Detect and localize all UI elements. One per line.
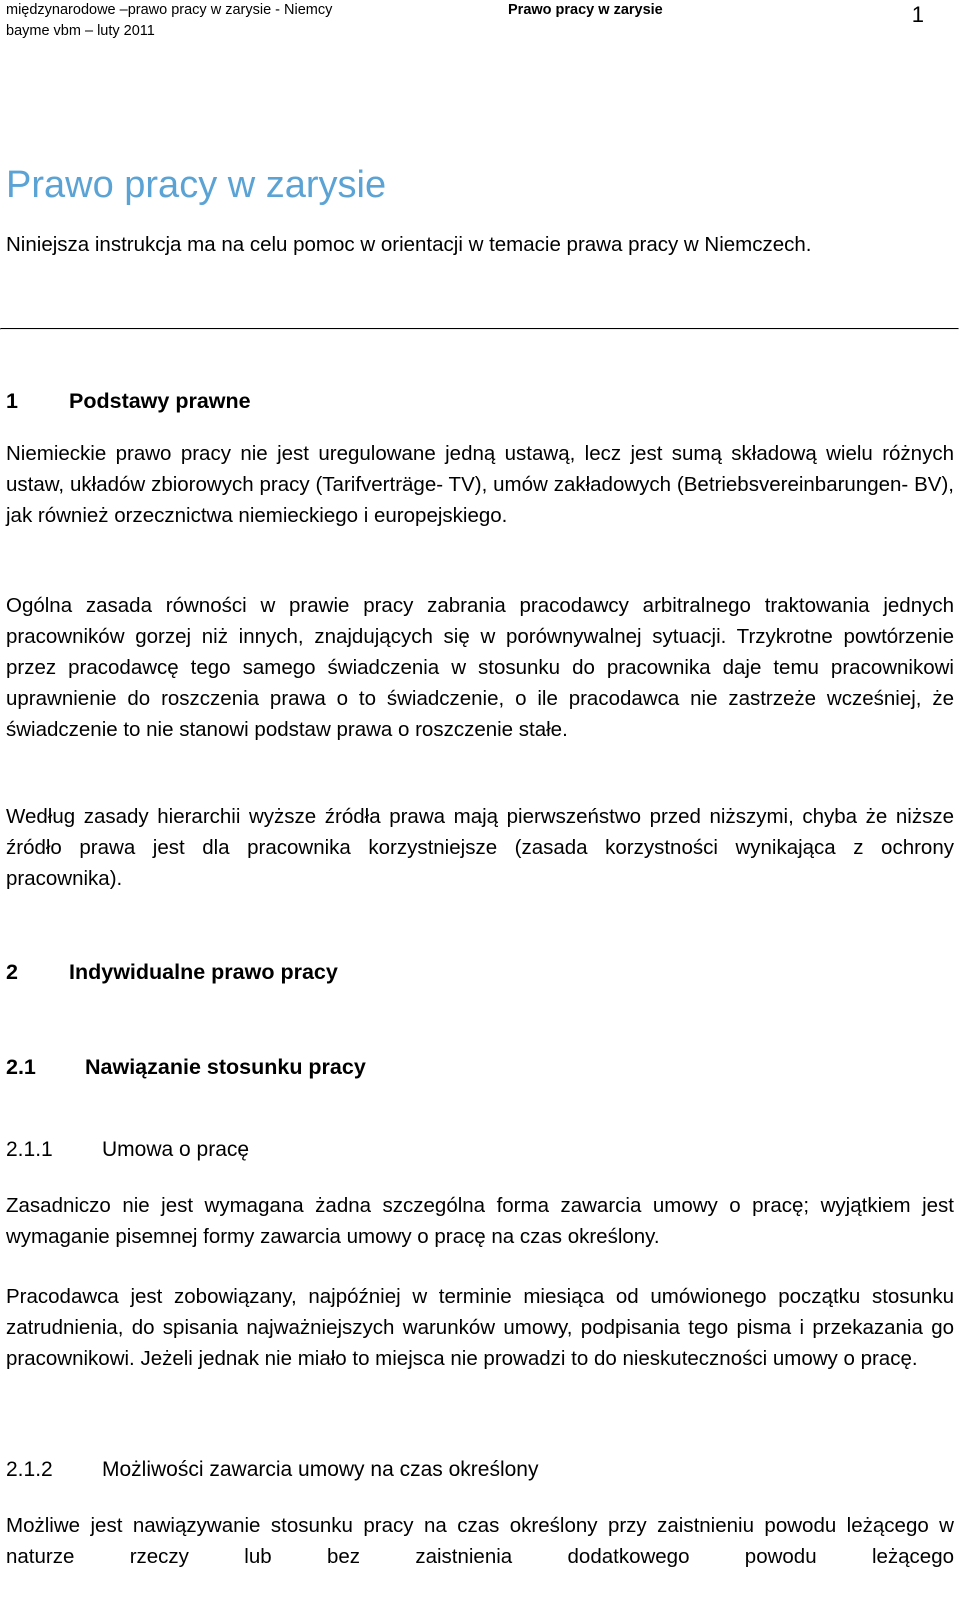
paragraph-2-1-1-1: Zasadniczo nie jest wymagana żadna szczególna forma zawarcia umowy o pracę; wyjątkiem jest wymaganie pisemnej formy zawarcia umowy o pracę na czas określony. [6, 1194, 954, 1248]
subsection-heading-2-1 [6, 1052, 366, 1083]
section-number: 2.1.2 [6, 1458, 53, 1481]
section-title: Umowa o pracę [102, 1138, 250, 1161]
paragraph-1-2: Ogólna zasada równości w prawie pracy zabrania pracodawcy arbitralnego traktowania jednych pracowników gorzej niż innych, znajdujących się w porównywalnej sytuacji. Trzykrotne powtórzenie przez pracodawcę tego samego świadczenia w stosunku do pracownika daje temu pracownikowi uprawnienie do roszczenia prawa o to świadczenie, o ile pracodawca nie zastrzeże wcześniej, że świadczenie to nie stanowi podstaw prawa o roszczenie stałe. [6, 594, 954, 741]
section-title: Podstawy prawne [69, 389, 251, 413]
header-center-title: Prawo pracy w zarysie [508, 2, 663, 18]
paragraph-2-1-2-1: Możliwe jest nawiązywanie stosunku pracy na czas określony przy zaistnieniu powodu leżącego w naturze rzeczy lub bez zaistnienia dodatkowego powodu leżącego [6, 1514, 954, 1568]
section-title: Nawiązanie stosunku pracy [85, 1055, 366, 1079]
intro-paragraph: Niniejsza instrukcja ma na celu pomoc w orientacji w temacie prawa pracy w Niemczech. [6, 233, 812, 256]
section-title: Możliwości zawarcia umowy na czas określony [102, 1458, 539, 1481]
paragraph-2-1-1-2: Pracodawca jest zobowiązany, najpóźniej w terminie miesiąca od umówionego początku stosunku zatrudnienia, do spisania najważniejszych warunków umowy, podpisania tego pisma i przekazania go pracownikowi. Jeżeli jednak nie miało to miejsca nie prowadzi to do nieskuteczności umowy o pracę. [6, 1285, 954, 1370]
section-number: 2 [6, 960, 18, 984]
section-number: 2.1.1 [6, 1138, 53, 1161]
paragraph-1-3: Według zasady hierarchii wyższe źródła prawa mają pierwszeństwo przed niższymi, chyba że niższe źródło prawa jest dla pracownika korzystniejsze (zasada korzystności wynikająca z ochrony pracownika). [6, 805, 954, 890]
page-number: 1 [911, 2, 924, 27]
section-number: 1 [6, 389, 18, 413]
section-heading-1 [6, 386, 251, 417]
header-left-line1: międzynarodowe –prawo pracy w zarysie - Niemcy [6, 2, 333, 18]
section-heading-2 [6, 957, 338, 988]
subsection-heading-2-1-2 [6, 1454, 538, 1485]
header-left-line2: bayme vbm – luty 2011 [6, 23, 155, 39]
header-left [6, 0, 332, 42]
document-title: Prawo pracy w zarysie [6, 164, 387, 206]
paragraph-1-1: Niemieckie prawo pracy nie jest uregulowane jedną ustawą, lecz jest sumą składową wielu różnych ustaw, układów zbiorowych pracy (Tarifverträge- TV), umów zakładowych (Betriebsvereinbarungen- BV), jak również orzecznictwa niemieckiego i europejskiego. [6, 442, 954, 527]
section-number: 2.1 [6, 1055, 36, 1079]
section-title: Indywidualne prawo pracy [69, 960, 338, 984]
title-divider [0, 328, 959, 330]
subsection-heading-2-1-1 [6, 1134, 249, 1165]
